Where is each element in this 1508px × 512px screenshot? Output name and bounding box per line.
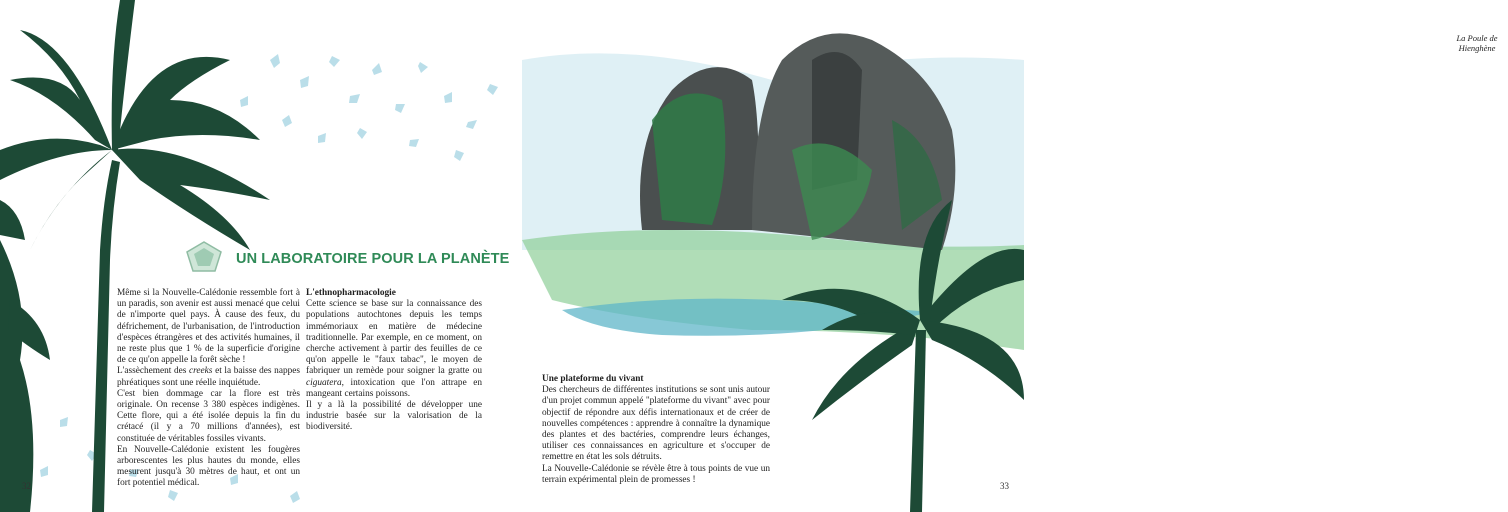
col2-paragraph-1: Cette science se base sur la connaissance des populations autochtones depuis les temps immémoriaux en matière de médecine traditionnelle. Par exemple, en ce moment, on cherche activement à partir des feuilles de ce qu'on appelle le "faux tabac", le moyen de fabriquer un remède pour soigner la gratte ou ciguatera, intoxication que l'on attrape en mangeant certains poissons. [306, 299, 482, 399]
column-1 [117, 288, 300, 490]
page-number-right: 33 [1000, 481, 1009, 491]
heading-emblem-icon [183, 240, 225, 274]
platform-subheading: Une plateforme du vivant [542, 374, 644, 384]
col1-paragraph-1: Même si la Nouvelle-Calédonie ressemble fort à un paradis, son avenir est aussi menacé que celui de n'importe quel pays. À cause des feux, du défrichement, de l'urbanisation, de l'introduction d'espèces étrangères et des activités humaines, il ne reste plus que 1 % de la superficie d'origine de ce qu'on appelle la forêt sèche ! [117, 288, 300, 366]
page-number-left: 32 [22, 481, 31, 491]
col3-paragraph-1: Des chercheurs de différentes institutions se sont unis autour d'un projet commun appelé "plateforme du vivant" avec pour objectif de répondre aux défis internationaux et de créer de nouvelles compétences : apprendre à connaître la dynamique des plantes et des bactéries, comprendre leurs échanges, utiliser ces connaissances en agriculture et s'occuper de remettre en état les sols détruits. [542, 385, 770, 463]
ethnopharmacology-subheading: L'ethnopharmacologie [306, 288, 396, 298]
page-heading: UN LABORATOIRE POUR LA PLANÈTE [236, 251, 510, 267]
col2-paragraph-2: Il y a là la possibilité de développer une industrie basée sur la valorisation de la biodiversité. [306, 400, 482, 433]
col1-paragraph-2: L'assèchement des creeks et la baisse des nappes phréatiques sont une réelle inquiétude. [117, 366, 300, 388]
col3-paragraph-2: La Nouvelle-Calédonie se révèle être à tous points de vue un terrain expérimental plein de promesses ! [542, 463, 770, 485]
column-2 [306, 288, 482, 434]
left-page [0, 0, 512, 512]
column-3 [542, 374, 770, 486]
col1-paragraph-4: En Nouvelle-Calédonie existent les fougères arborescentes les plus hautes du monde, elles mesurent jusqu'à 30 mètres de haut, et ont un fort potentiel médical. [117, 444, 300, 489]
left-foliage [0, 200, 50, 512]
illustration-caption: La Poule de Hienghène [1456, 33, 1498, 53]
col1-paragraph-3: C'est bien dommage car la flore est très originale. On recense 3 380 espèces indigènes. Cette flore, qui a été isolée depuis la fin du crétacé (il y a 70 millions d'années), est constituée de véritables fossiles vivants. [117, 388, 300, 444]
